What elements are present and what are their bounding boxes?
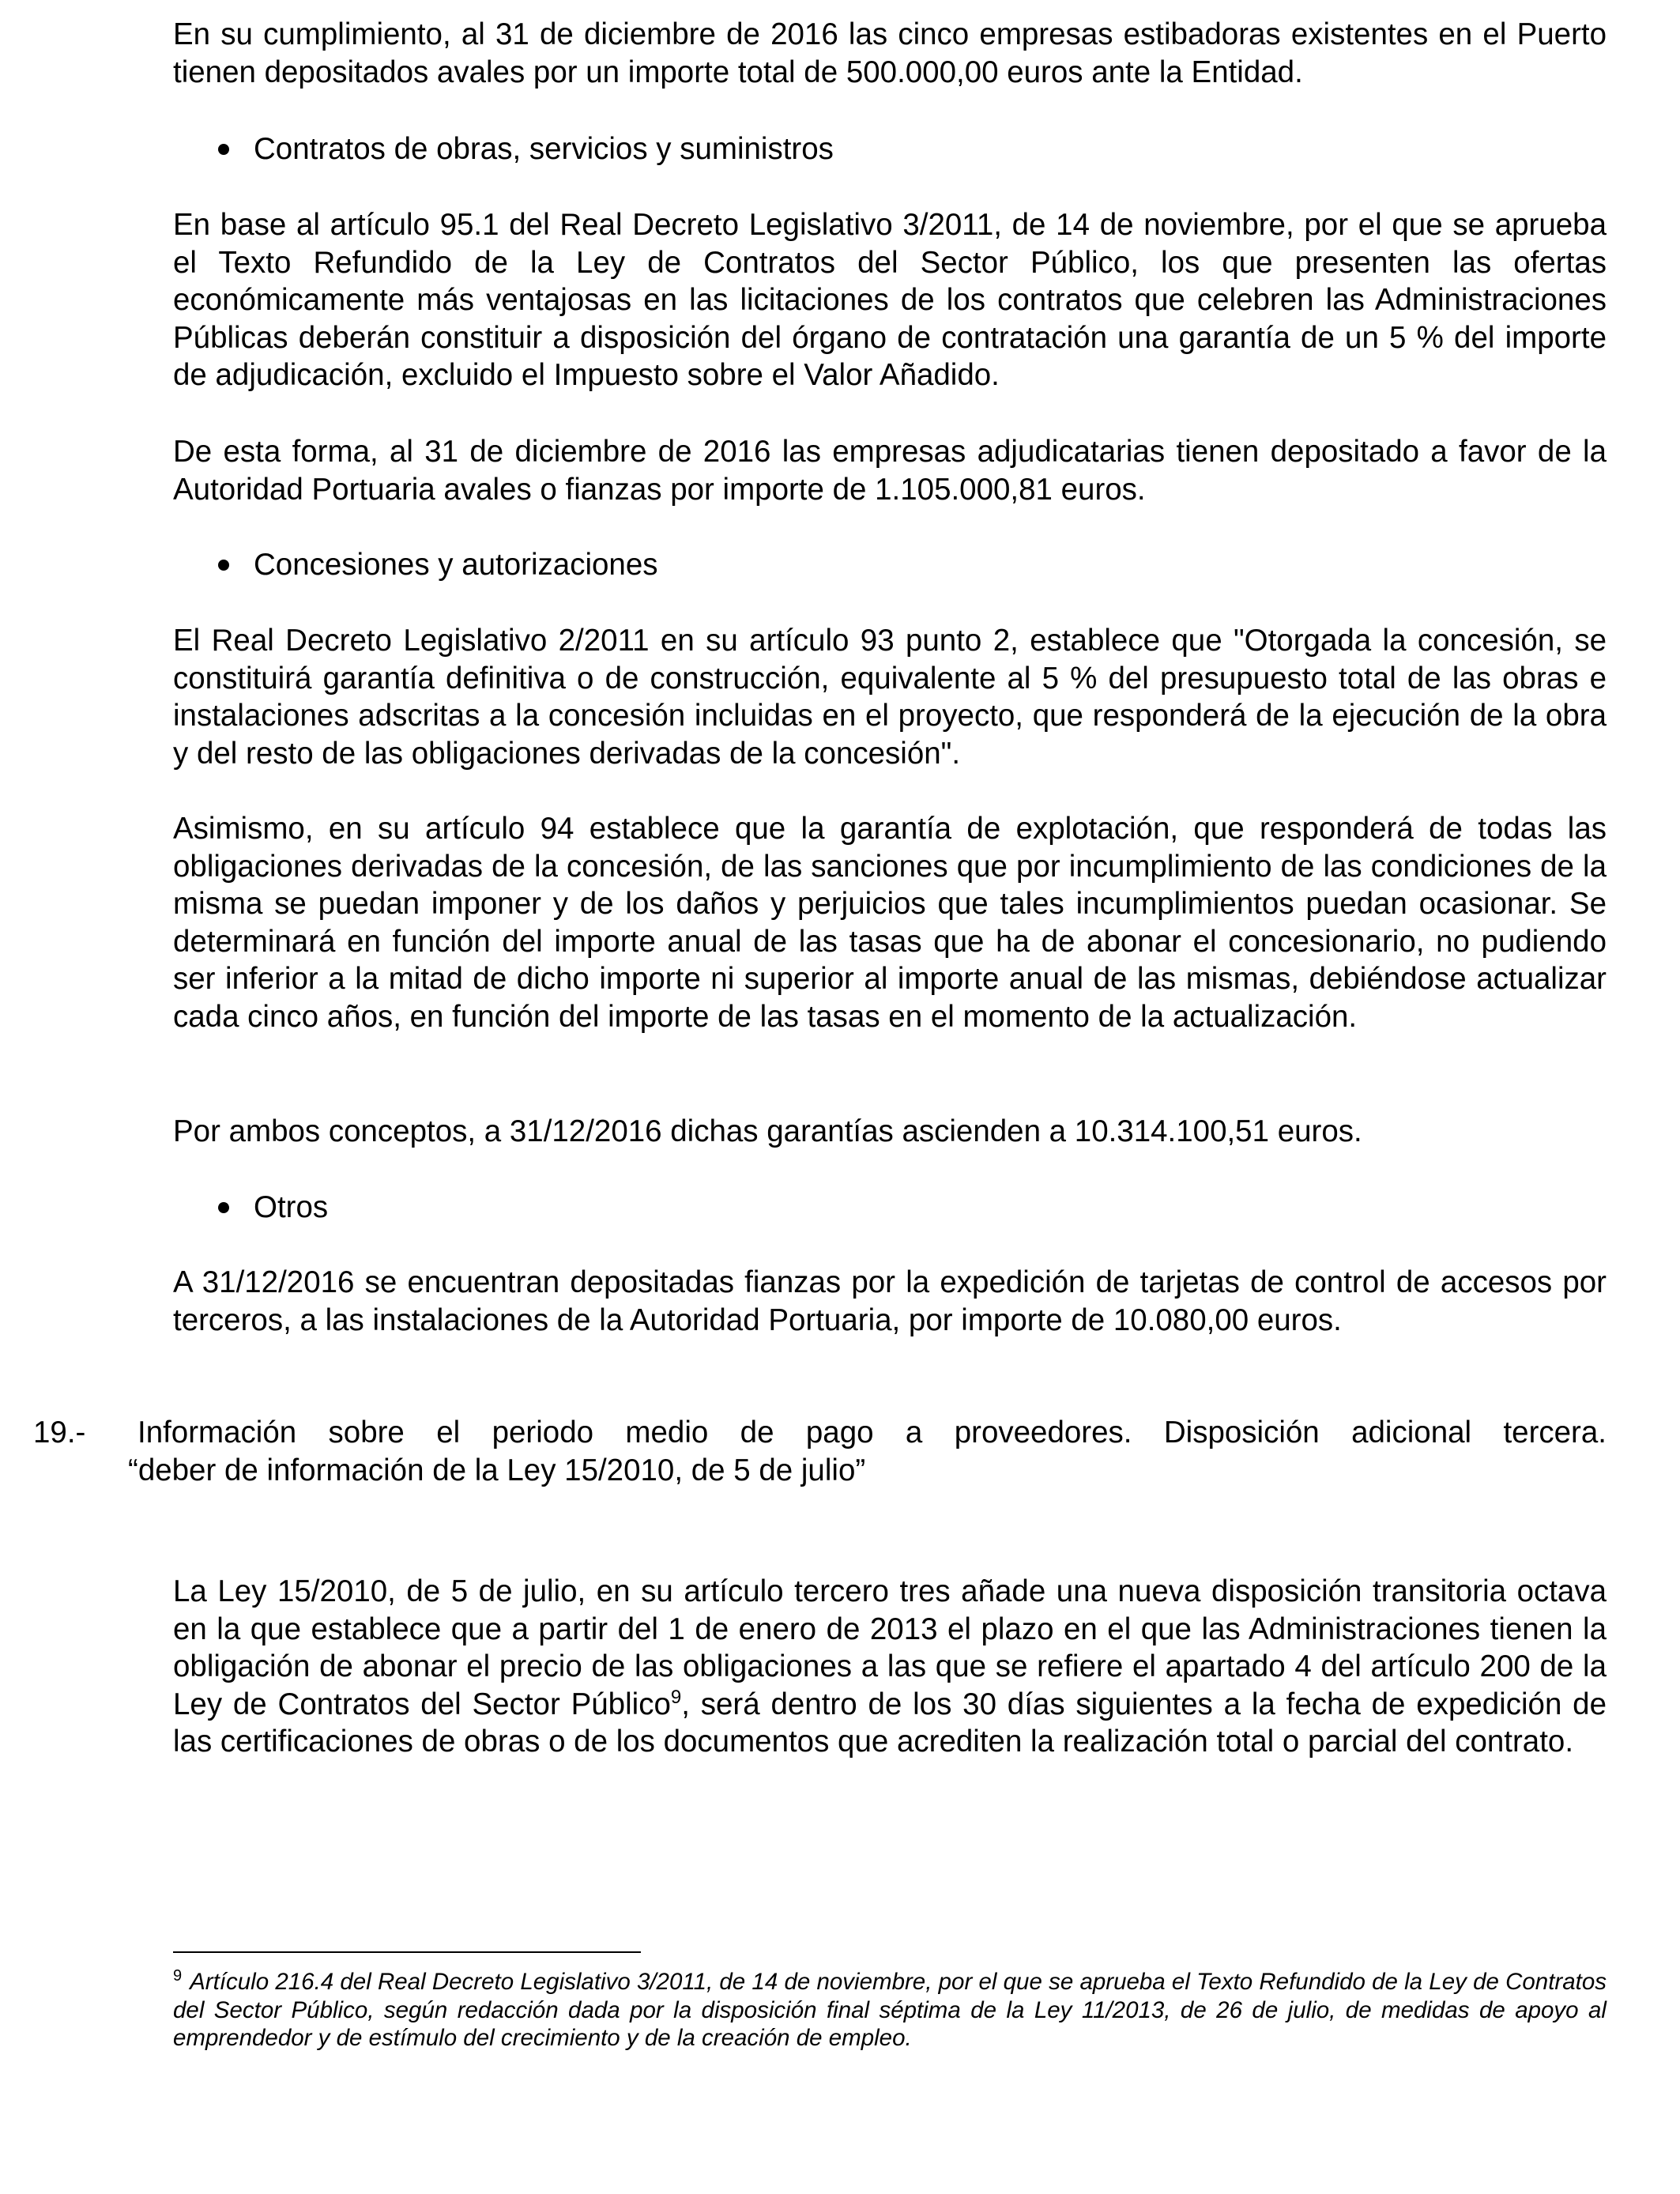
paragraph-articulo-95: En base al artículo 95.1 del Real Decreto Legislativo 3/2011, de 14 de noviembre, por el que se aprueba el Texto Refundido de la Ley de Contratos del Sector Público, los que presenten las ofertas económicamente más ventajosas en las licitaciones de los contratos que celebren las Administraciones Públicas deberán constituir a disposición del órgano de contratación una garantía de un 5 % del importe de adjudicación, excluido el Impuesto sobre el Valor Añadido. [173, 208, 1607, 392]
bullet-dot-icon [218, 560, 229, 571]
paragraph-estibadoras: En su cumplimiento, al 31 de diciembre de 2016 las cinco empresas estibadoras existentes en el Puerto tienen depositados avales por un importe total de 500.000,00 euros ante la Entidad. [173, 17, 1607, 89]
body-text-part1: La Ley 15/2010, de 5 de julio, en su artículo tercero tres añade una nueva disposición transitoria octava en la que establece que a partir del 1 de enero de 2013 el plazo en el que las Administraciones tienen la obligación de abonar el precio de las obligaciones a las que se refiere el apartado 4 del artículo 200 de la Ley de Contratos del Sector Público [173, 1574, 1607, 1721]
paragraph-ambos-conceptos: Por ambos conceptos, a 31/12/2016 dichas garantías ascienden a 10.314.100,51 euros. [173, 1114, 1362, 1148]
bullet-concesiones [218, 546, 657, 584]
bullet-contratos [218, 130, 834, 168]
paragraph-tarjetas: A 31/12/2016 se encuentran depositadas fianzas por la expedición de tarjetas de control de accesos por terceros, a las instalaciones de la Autoridad Portuaria, por importe de 10.080,00 euros. [173, 1265, 1607, 1337]
section-title-line2: “deber de información de la Ley 15/2010, de 5 de julio” [128, 1453, 866, 1487]
footnote-text: Artículo 216.4 del Real Decreto Legislativo 3/2011, de 14 de noviembre, por el que se aprueba el Texto Refundido de la Ley de Contratos del Sector Público, según redacción dada por la disposición final séptima de la Ley 11/2013, de 26 de julio, de medidas de apoyo al emprendedor y de estímulo del crecimiento y de la creación de empleo. [173, 1969, 1607, 2051]
footnote-mark: 9 [173, 1967, 183, 1985]
section-title-line1: Información sobre el periodo medio de pago a proveedores. Disposición adicional tercera. [137, 1416, 1607, 1449]
bullet-dot-icon [218, 1202, 229, 1213]
bullet-otros [218, 1189, 328, 1227]
section-heading-19 [33, 1414, 1607, 1489]
footnote [173, 1968, 1607, 2053]
body-text-part2: , será dentro de los 30 días siguientes a la fecha de expedición de las certificaciones de obras o de los documentos que acrediten la realización total o parcial del contrato. [173, 1687, 1607, 1759]
bullet-label: Contratos de obras, servicios y suministros [254, 132, 834, 166]
bullet-label: Concesiones y autorizaciones [254, 548, 658, 582]
footnote-reference[interactable]: 9 [670, 1686, 682, 1708]
bullet-label: Otros [254, 1190, 329, 1224]
bullet-dot-icon [218, 144, 229, 155]
paragraph-ley-15-2010 [173, 1573, 1607, 1761]
paragraph-articulo-94: Asimismo, en su artículo 94 establece que la garantía de explotación, que responderá de todas las obligaciones derivadas de la concesión, de las sanciones que por incumplimiento de las condiciones de la misma se puedan imponer y de los daños y perjuicios que tales incumplimientos puedan ocasionar. Se determinará en función del importe anual de las tasas que ha de abonar el concesionario, no pudiendo ser inferior a la mitad de dicho importe ni superior al importe anual de las mismas, debiéndose actualizar cada cinco años, en función del importe de las tasas en el momento de la actualización. [173, 812, 1607, 1034]
section-number: 19.- [33, 1416, 86, 1449]
paragraph-adjudicatarias: De esta forma, al 31 de diciembre de 2016 las empresas adjudicatarias tienen depositado a favor de la Autoridad Portuaria avales o fianzas por importe de 1.105.000,81 euros. [173, 435, 1607, 507]
footnote-separator [173, 1951, 641, 1953]
paragraph-articulo-93: El Real Decreto Legislativo 2/2011 en su artículo 93 punto 2, establece que "Otorgada la concesión, se constituirá garantía definitiva o de construcción, equivalente al 5 % del presupuesto total de las obras e instalaciones adscritas a la concesión incluidas en el proyecto, que responderá de la ejecución de la obra y del resto de las obligaciones derivadas de la concesión". [173, 624, 1607, 771]
